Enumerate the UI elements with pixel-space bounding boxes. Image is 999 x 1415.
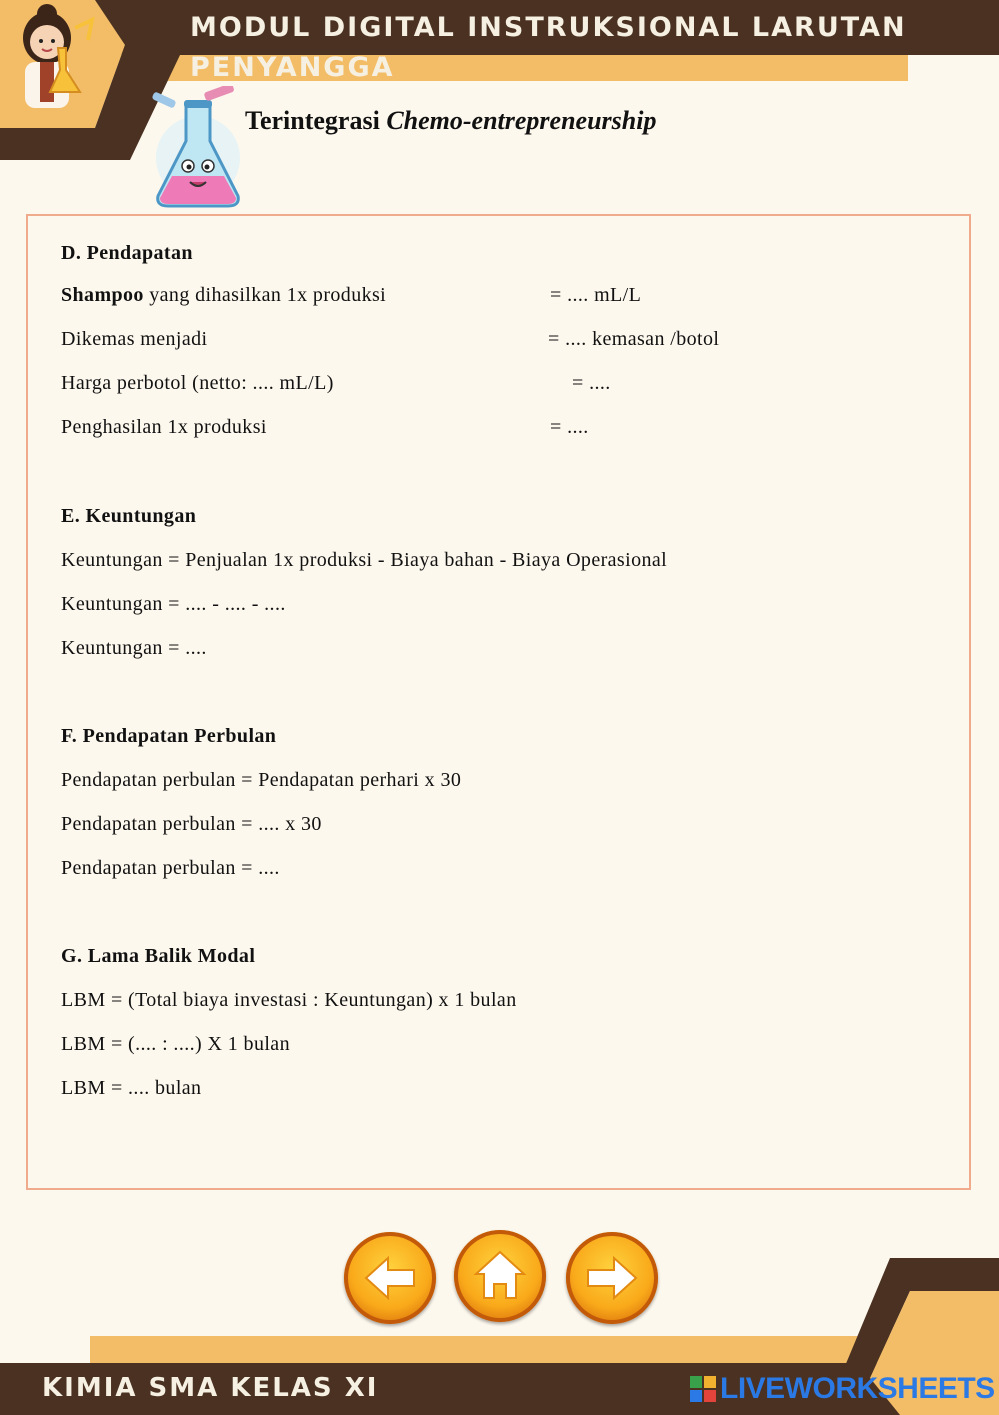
shampoo-row-label (61, 284, 386, 307)
price-value: = .... (572, 372, 611, 394)
payback-result: LBM = .... bulan (61, 1077, 202, 1099)
monthly-income-substitution: Pendapatan perbulan = .... x 30 (61, 813, 322, 835)
profit-result: Keuntungan = .... (61, 637, 207, 659)
course-label: KIMIA SMA KELAS XI (42, 1373, 379, 1403)
payback-substitution: LBM = (.... : ....) X 1 bulan (61, 1033, 290, 1055)
section-d-heading: D. Pendapatan (61, 242, 193, 264)
shampoo-label-rest: yang dihasilkan 1x produksi (143, 284, 387, 306)
subtitle-italic-text: Chemo-entrepreneurship (386, 106, 657, 135)
liveworksheets-brand: LIVEWORKSHEETS (720, 1372, 995, 1405)
profit-substitution: Keuntungan = .... - .... - .... (61, 593, 286, 615)
back-button[interactable] (344, 1232, 436, 1324)
arrow-left-icon (360, 1248, 420, 1308)
liveworksheets-logo[interactable] (690, 1372, 995, 1408)
arrow-right-icon (582, 1248, 642, 1308)
profit-formula: Keuntungan = Penjualan 1x produksi - Biaya bahan - Biaya Operasional (61, 549, 668, 571)
home-button[interactable] (454, 1230, 546, 1322)
section-e-heading: E. Keuntungan (61, 505, 197, 527)
footer-accent-stripe (90, 1336, 900, 1366)
price-label: Harga perbotol (netto: .... mL/L) (61, 372, 334, 394)
next-button[interactable] (566, 1232, 658, 1324)
monthly-income-result: Pendapatan perbulan = .... (61, 857, 280, 879)
income-label: Penghasilan 1x produksi (61, 416, 267, 438)
liveworksheets-grid-icon (690, 1376, 716, 1402)
section-g-heading: G. Lama Balik Modal (61, 945, 256, 967)
income-value: = .... (550, 416, 589, 438)
monthly-income-formula: Pendapatan perbulan = Pendapatan perhari x 30 (61, 769, 462, 791)
shampoo-bold: Shampoo (61, 284, 144, 306)
subtitle-text: Terintegrasi (245, 106, 380, 135)
packaging-value: = .... kemasan /botol (548, 328, 720, 350)
module-subtitle (245, 106, 656, 136)
payback-formula: LBM = (Total biaya investasi : Keuntungan) x 1 bulan (61, 989, 517, 1011)
shampoo-value: = .... mL/L (550, 284, 642, 306)
home-icon (470, 1246, 530, 1306)
packaging-label: Dikemas menjadi (61, 328, 208, 350)
section-f-heading: F. Pendapatan Perbulan (61, 725, 277, 747)
module-title: MODUL DIGITAL INSTRUKSIONAL LARUTAN PENYANGGA (190, 12, 907, 83)
flask-mascot-icon (148, 86, 248, 210)
